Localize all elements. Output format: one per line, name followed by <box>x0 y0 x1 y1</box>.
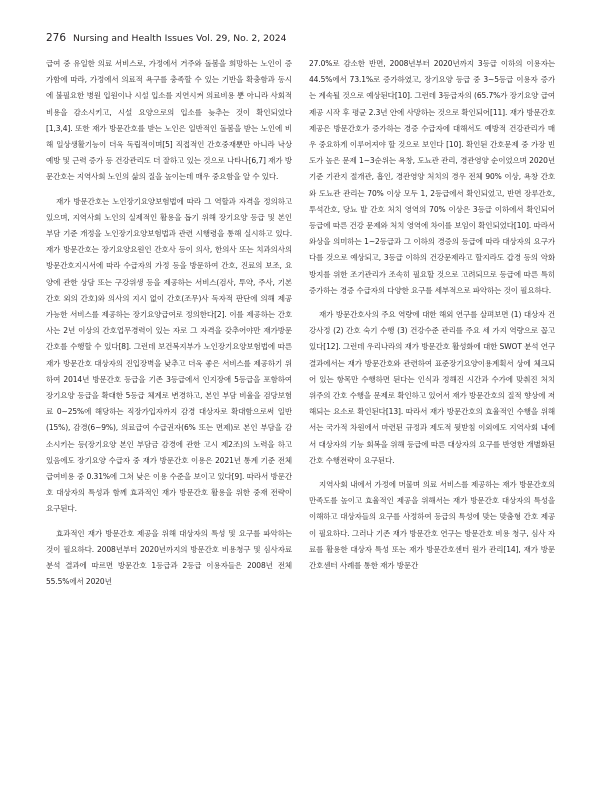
paragraph: 효과적인 재가 방문간호 제공을 위해 대상자의 특성 및 요구를 파악하는 것이 필요하다. 2008년부터 2020년까지의 방문간호 비용청구 및 심사자료 분석 결과에 따르면 방문간호 1등급과 2등급 이용자들은 2008년 전체 55.5%에서 2020년 <box>46 528 292 587</box>
right-column <box>309 56 555 574</box>
left-column <box>46 56 292 591</box>
paragraph: 재가 방문간호는 노인장기요양보험법에 따라 그 역할과 자격을 정의하고 있으며, 지역사회 노인의 실제적인 활용을 돕기 위해 장기요양 등급 및 본인 부담 기준 개정을 노인장기요양보험법과 관련 시행령을 통해 실시하고 있다. 재가 방문간호는 장기요양요원인 간호사 등이 의사, 한의사 또는 치과의사의 방문간호지시서에 따라 수급자의 가정 등을 방문하여 간호, 진료의 보조, 요양에 관한 상담 또는 구강위생 등을 제공하는 서비스(검사, 투약, 주사, 기본 간호 외의 간호)와 의사의 지시 없이 간호(조무)사 독자적 판단에 의해 제공 가능한 서비스를 제공하는 장기요양급여로 정의한다[2]. 이를 제공하는 간호사는 2년 이상의 간호업무경력이 있는 자로 그 자격을 갖추어야만 재가방문간호를 수행할 수 있다[8]. 그런데 보건복지부가 노인장기요양보험법에 따른 재가 방문간호 대상자의 진입장벽을 낮추고 더욱 좋은 서비스를 제공하기 위하여 2014년 방문간호 등급을 기존 3등급에서 인지장애 5등급을 포함하여 장기요양 등급을 확대한 5등급 체계로 변경하고, 본인 부담 비율을 검당보험료 0~25%에 해당하는 직장가입자까지 감경 대상자로 확대함으로써 일반(15%), 감경(6~9%), 의료급여 수급권자(6% 또는 면제)로 본인 부담을 감소시키는 등(장기요양 본인 부담금 감경에 관한 고시 제2조)의 노력을 하고 있음에도 장기요양 수급자 중 재가 방문간호 이용은 2021년 통계 기준 전체 급여비용 중 0.31%에 그쳐 낮은 이용 수준을 보이고 있다[9]. 따라서 방문간호 대상자의 특성과 함께 효과적인 재가 방문간호 활용을 위한 중재 전략이 요구된다. <box>46 196 292 514</box>
paragraph: 재가 방문간호사의 주요 역량에 대한 해외 연구를 살펴보면 (1) 대상자 건강사정 (2) 간호 숙기 수행 (3) 건강수준 관리를 주요 세 가지 역량으로 꼽고 있다[12]. 그런데 우리나라의 재가 방문간호 활성화에 대한 SWOT 분석 연구 결과에서는 재가 방문간호와 관련하여 표준장기요양이용계획서 상에 체크되어 있는 항목만 수행하면 된다는 인식과 정해진 시간과 수가에 맞춰진 처치 위주의 간호 수행을 문제로 확인하고 있어서 재가 방문간호의 질적 향상에 저해되는 요소로 확인된다[13]. 따라서 재가 방문간호의 효율적인 수행을 위해서는 국가적 차원에서 마련된 규정과 제도적 뒷받침 이외에도 지역사회 내에서 대상자의 기능 회복을 위해 등급에 따른 대상자의 요구를 반영한 개별화된 간호 수행전략이 요구된다. <box>309 310 555 465</box>
page-number: 276 <box>46 32 67 44</box>
journal-title: Nursing and Health Issues Vol. 29, No. 2, 2024 <box>72 33 287 44</box>
paragraph: 지역사회 내에서 가정에 머물며 의료 서비스를 제공하는 재가 방문간호의 만족도를 높이고 효율적인 제공을 위해서는 재가 방문간호 대상자의 특성을 이해하고 대상자들의 요구를 사정하여 등급의 특성에 맞는 맞춤형 간호 제공이 필요하다. 그러나 기존 재가 방문간호 연구는 방문간호 비용 청구, 심사 자료를 활용한 대상자 특성 또는 재가 방문간호센터 원가 관리[14], 재가 방문간호센터 사례를 통한 재가 방문간 <box>309 480 555 571</box>
paragraph: 27.0%로 감소한 반면, 2008년부터 2020년까지 3등급 이하의 이용자는 44.5%에서 73.1%로 증가하였고, 장기요양 등급 중 3~5등급 이용자 증가는 계속될 것으로 예상된다[10]. 그런데 3등급자의 (65.7%가 장기요양 급여 제공 시작 후 평균 2.3년 안에 사망하는 것으로 확인되어[11]. 재가 방문간호 제공은 방문간호가 증가하는 경증 수급자에 대해서도 예방적 건강관리가 매우 중요하게 이루어져야 할 것으로 보인다 [10]. 확인된 간호문제 중 가장 빈도가 높은 문제 1~3순위는 욕창, 도뇨관 관리, 경관영양 순이었으며 2020년 기준 기관지 절개관, 흡인, 경관영양 처치의 경우 전체 90% 이상, 욕창 간호와 도뇨관 관리는 70% 이상 모두 1, 2등급에서 확인되었고, 반면 장루간호, 투석간호, 당뇨 발 간호 처치 영역의 70% 이상은 3등급 이하에서 확인되어 등급에 따른 건강 문제와 처치 영역에 차이를 보임이 확인되었다[10]. 따라서 와상을 의미하는 1~2등급과 그 이하의 경증의 등급에 따라 대상자의 요구가 다를 것으로 예상되고, 3등급 이하의 건강문제라고 할지라도 갑경 등의 악화방지를 위한 조기관리가 조속히 필요할 것으로 고려되므로 등급에 따른 특히 증가하는 경증 수급자의 다양한 요구를 세부적으로 파악하는 것이 필요하다. <box>309 59 555 295</box>
running-header <box>46 30 553 46</box>
paragraph: 급여 중 유일한 의료 서비스로, 가정에서 거주와 돌봄을 희망하는 노인이 증가함에 따라, 가정에서 의료적 욕구를 충족할 수 있는 기반을 확충함과 동시에 불필요한 병원 입원이나 시설 입소를 지연시켜 의료비용 뿐 아니라 사회적 비용을 감소시키고, 시설 요양으로의 입소를 늦추는 것이 확인되었다 [1,3,4]. 또한 재가 방문간호를 받는 노인은 일반적인 돌봄을 받는 노인에 비해 일상생활기능이 더욱 독립적이며[5] 직접적인 간호중재뿐만 아니라 낙상 예방 및 근력 증가 등 건강관리도 더 잘하고 있는 것으로 나타나[6,7] 재가 방문간호는 지역사회 노인의 삶의 질을 높이는데 매우 중요함을 알 수 있다. <box>46 59 292 182</box>
